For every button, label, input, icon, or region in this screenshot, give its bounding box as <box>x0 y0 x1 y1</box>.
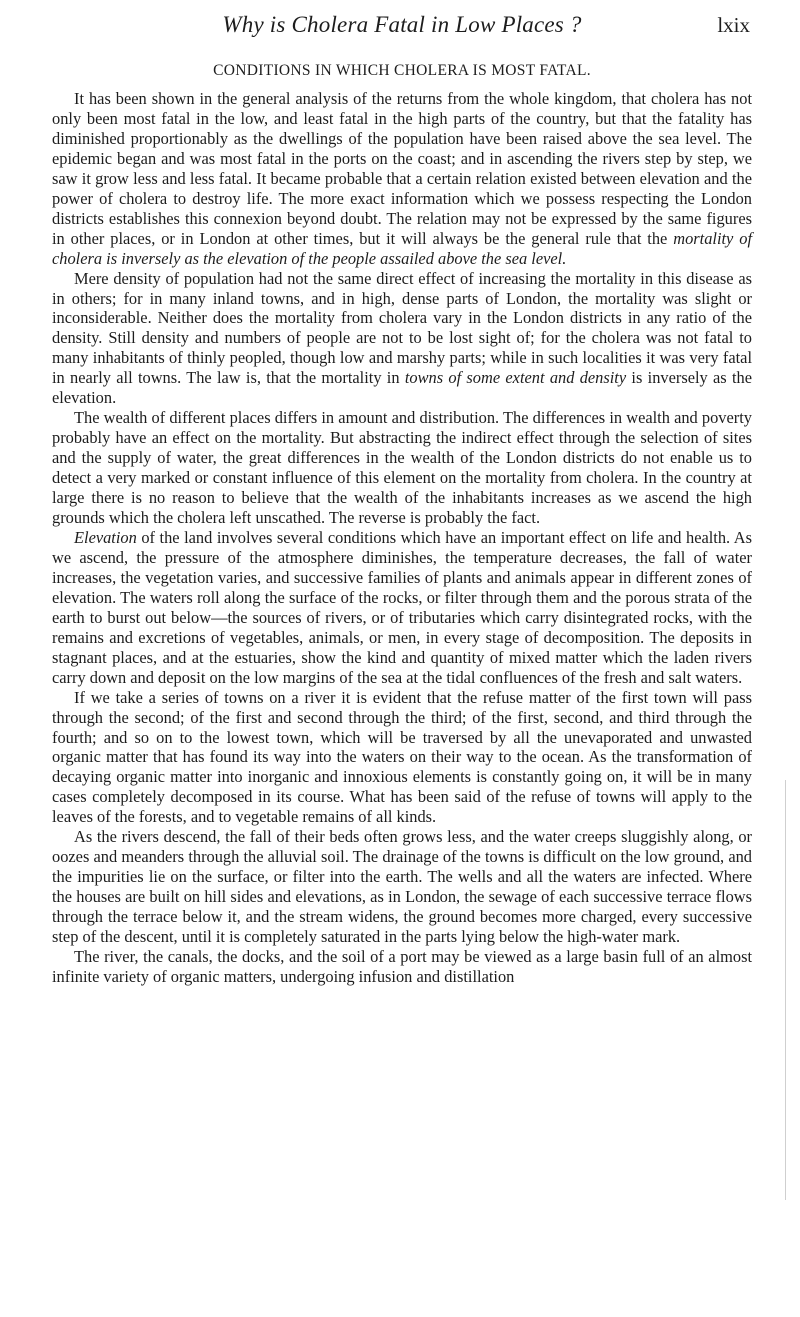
paragraph-text: It has been shown in the general analysis of the returns from the whole kingdom, that cholera has not only been most fatal in the low, and least fatal in the high parts of the country, but that the fatality has diminished proportionably as the dwellings of the population have been raised above the sea level. The epidemic began and was most fatal in the ports on the coast; and in ascending the rivers step by step, we saw it grow less and less fatal. It became probable that a certain relation existed between elevation and the power of cholera to destroy life. The more exact information which we possess respecting the London districts establishes this connexion beyond doubt. The relation may not be expressed by the same figures in other places, or in London at other times, but it will always be the general rule that the <box>52 89 752 248</box>
emphasis-text: towns of some extent and density <box>404 368 627 388</box>
paragraph-towns-on-river <box>52 688 752 828</box>
paragraph-text: The wealth of different places differs in amount and distribution. The differences in wealth and poverty probably have an effect on the mortality. But abstracting the indirect effect through the selection of sites and the supply of water, the great differences in the wealth of the London districts do not enable us to detect a very marked or constant influence of this element on the mortality from cholera. In the country at large there is no reason to believe that the wealth of the inhabitants increases as we ascend the high grounds which the cholera left unscathed. The reverse is probably the fact. <box>52 408 752 528</box>
paragraph-text: is inversely as the elevation. <box>52 368 752 408</box>
paragraph-port-basin <box>52 947 752 987</box>
page-edge-shadow <box>785 780 786 1200</box>
book-page <box>52 0 752 1317</box>
running-title: Why is Cholera Fatal in Low Places ? <box>222 12 582 37</box>
paragraph-text: of the land involves several conditions which have an important effect on life and health. As we ascend, the pressure of the atmosphere diminishes, the temperature decreases, the fall of water increases, the vegetation varies, and successive families of plants and animals appear in different zones of elevation. The waters roll along the surface of the rocks, or filter through them and the porous strata of the earth to burst out below—the sources of rivers, or of tributaries which carry disintegrated rocks, with the remains and excretions of vegetables, animals, or men, in every stage of decomposition. The deposits in stagnant places, and at the estuaries, show the kind and quantity of mixed matter which the laden rivers carry down and deposit on the low margins of the sea at the tidal confluences of the fresh and salt waters. <box>52 527 752 687</box>
paragraph-wealth <box>52 408 752 528</box>
paragraph-text: If we take a series of towns on a river it is evident that the refuse matter of the first town will pass through the second; of the first and second through the third; of the first, second, and third through the fourth; and so on to the lowest town, which will be traversed by all the unevaporated and unwasted organic matter that has found its way into the waters on their way to the ocean. As the transformation of decaying organic matter into inorganic and innoxious elements is constantly going on, it will be in many cases completely decomposed in its course. What has been said of the refuse of towns will apply to the leaves of the forests, and to vegetable remains of all kinds. <box>52 687 752 827</box>
paragraph-rivers-descend <box>52 827 752 947</box>
paragraph-density <box>52 269 752 409</box>
paragraph-text: Mere density of population had not the same direct effect of increasing the mortality in this disease as in others; for in many inland towns, and in high, dense parts of London, the mortality was slight or inconsiderable. Neither does the mortality from cholera vary in the London districts in any ratio of the density. Still density and numbers of people are not to be lost sight of; for the cholera was not fatal to many inhabitants of thinly peopled, though low and marshy parts; while in such localities it was very fatal in nearly all towns. The law is, that the mortality in <box>52 268 752 388</box>
paragraph-elevation-rule <box>52 89 752 269</box>
paragraph-text: The river, the canals, the docks, and the soil of a port may be viewed as a large basin full of an almost infinite variety of organic matters, undergoing infusion and distillation <box>52 946 752 986</box>
body-text <box>52 89 752 987</box>
section-heading: CONDITIONS IN WHICH CHOLERA IS MOST FATAL. <box>213 62 591 79</box>
paragraph-text: As the rivers descend, the fall of their beds often grows less, and the water creeps sluggishly along, or oozes and meanders through the alluvial soil. The drainage of the towns is difficult on the low ground, and the impurities lie on the surface, or filter into the earth. The wells and all the waters are infected. Where the houses are built on hill sides and elevations, as in London, the sewage of each successive terrace flows through the terrace below it, and the stream widens, the ground becomes more charged, every successive step of the descent, until it is completely saturated in the parts lying below the high-water mark. <box>52 827 752 947</box>
emphasis-text: Elevation <box>74 527 137 547</box>
paragraph-elevation-conditions <box>52 528 752 688</box>
running-head <box>52 6 752 50</box>
page-number: lxix <box>717 13 750 37</box>
emphasis-text: mortality of cholera is inversely as the elevation of the people assailed above the sea level. <box>52 228 752 268</box>
